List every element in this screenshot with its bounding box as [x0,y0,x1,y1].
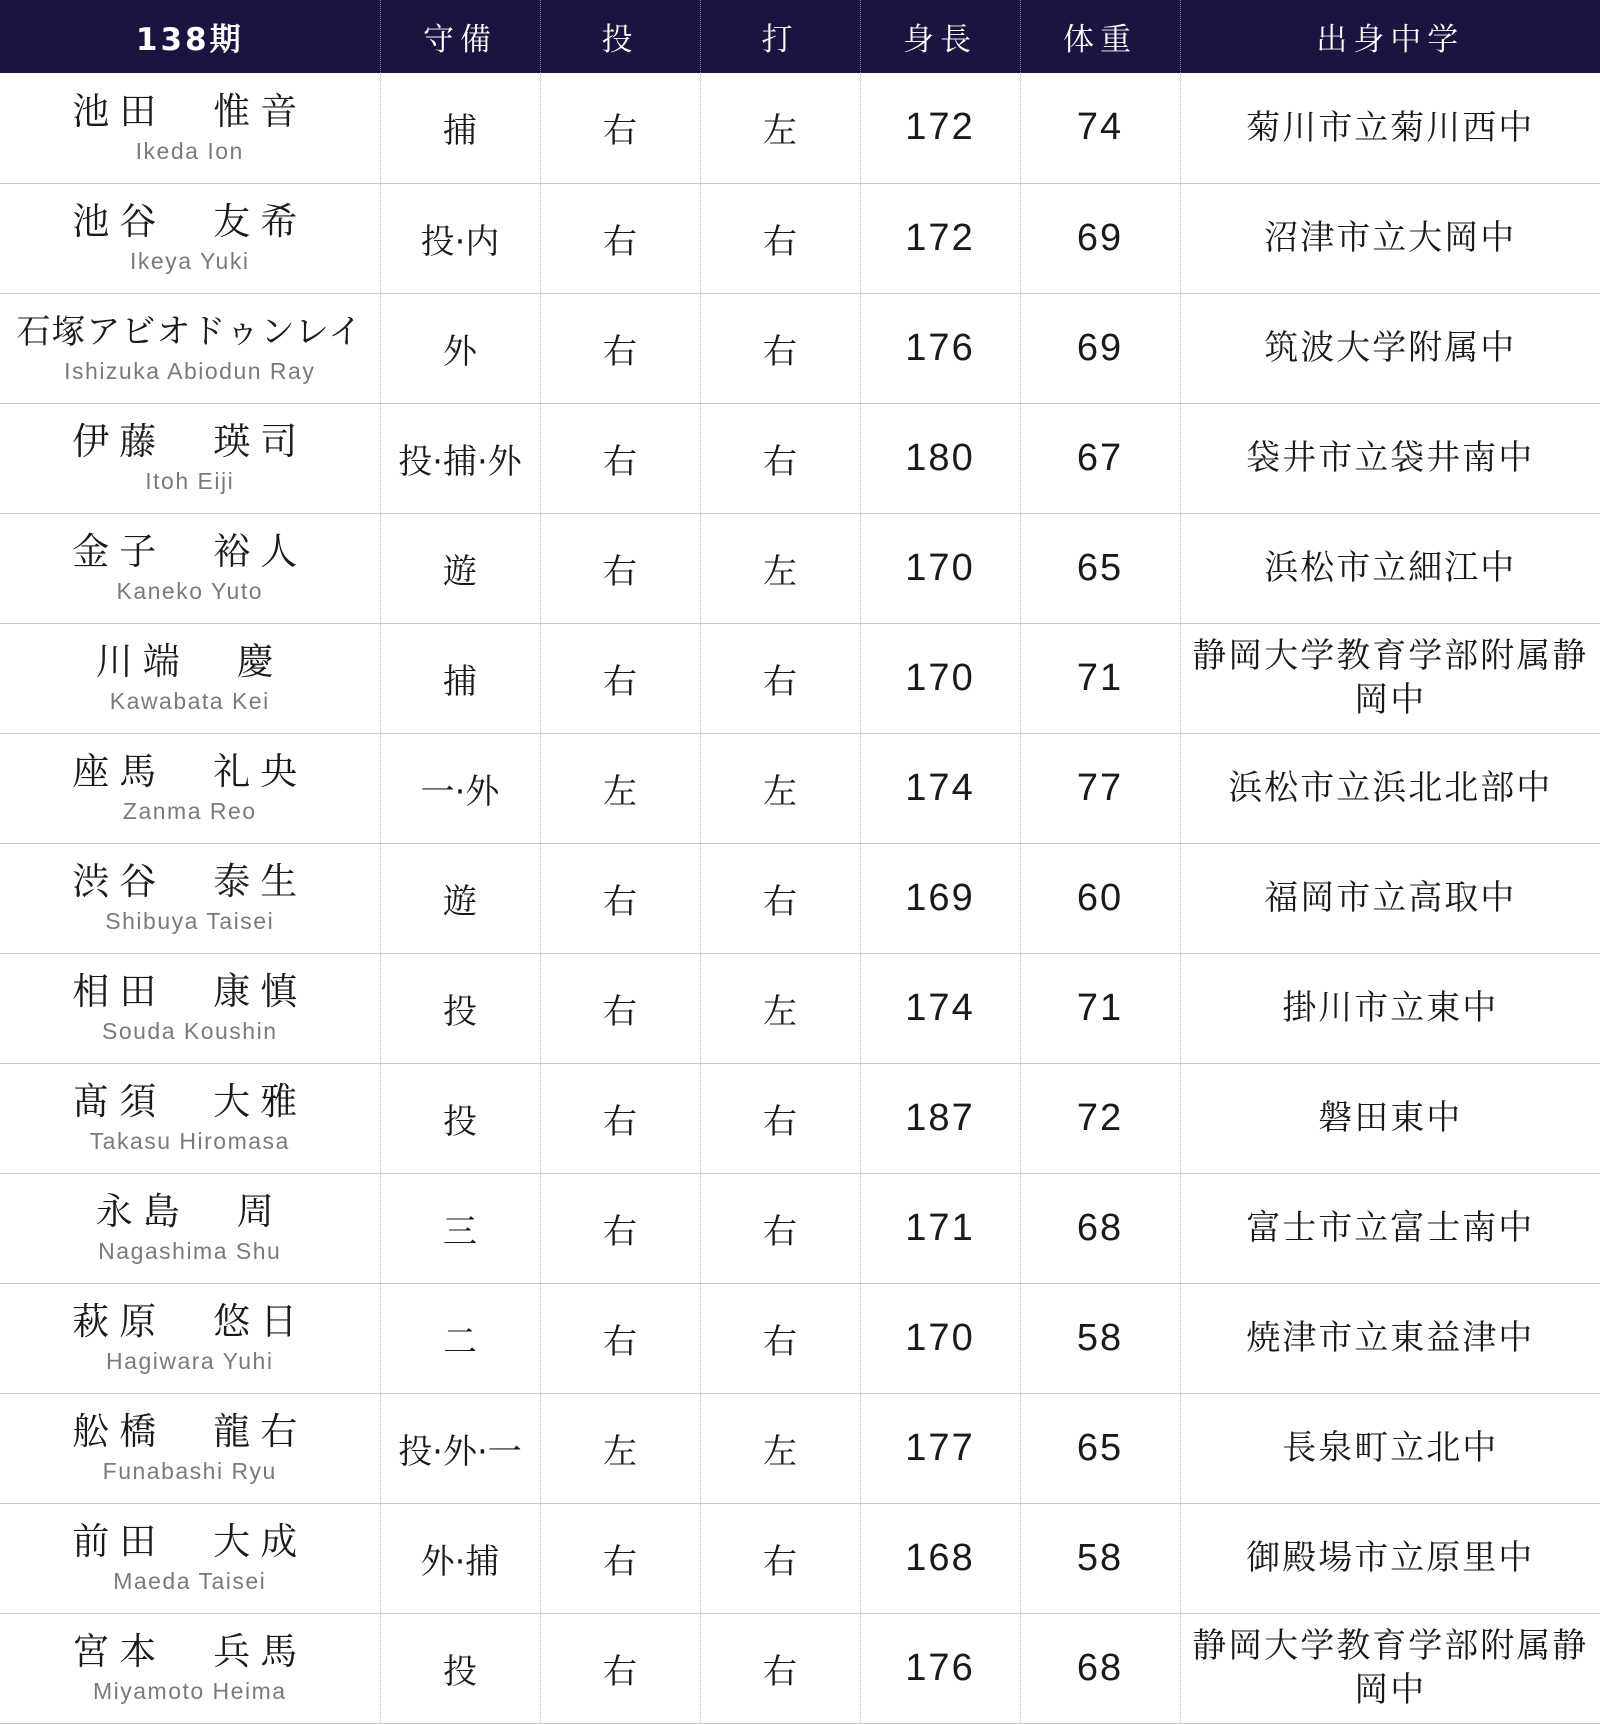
player-weight: 69 [1020,183,1180,293]
player-name-cell [0,953,380,1063]
player-school: 静岡大学教育学部附属静岡中 [1180,1613,1600,1723]
player-name-ja: 石塚アビオドゥンレイ [16,312,364,352]
table-header [0,0,1600,73]
player-throws: 右 [540,1283,700,1393]
player-bats: 左 [700,953,860,1063]
table-row [0,733,1600,843]
player-height: 170 [860,1283,1020,1393]
player-name-en: Maeda Taisei [113,1568,267,1594]
player-throws: 右 [540,953,700,1063]
player-name-cell [0,1173,380,1283]
table-row [0,73,1600,183]
table-row [0,1503,1600,1613]
player-name-cell [0,1283,380,1393]
player-name-en: Takasu Hiromasa [89,1128,290,1154]
player-bats: 右 [700,403,860,513]
header-term: 138期 [135,22,244,58]
table-row [0,623,1600,733]
header-position: 守備 [380,0,540,73]
player-school: 筑波大学附属中 [1180,293,1600,403]
player-name-ja: 舩橋 龍右 [72,1410,308,1453]
player-name-cell [0,623,380,733]
table-body [0,73,1600,1723]
player-bats: 右 [700,1173,860,1283]
player-throws: 右 [540,403,700,513]
player-throws: 右 [540,73,700,183]
player-bats: 左 [700,1393,860,1503]
player-name-ja: 永島 周 [95,1190,284,1233]
player-throws: 右 [540,1613,700,1723]
player-bats: 左 [700,733,860,843]
player-height: 172 [860,183,1020,293]
player-throws: 左 [540,733,700,843]
player-position: 投·外·一 [380,1393,540,1503]
player-position: 投·内 [380,183,540,293]
player-name-en: Hagiwara Yuhi [106,1348,274,1374]
table-row [0,843,1600,953]
player-bats: 右 [700,843,860,953]
player-name-cell [0,403,380,513]
table-row [0,1173,1600,1283]
player-school: 浜松市立浜北北部中 [1180,733,1600,843]
player-throws: 右 [540,1503,700,1613]
player-position: 捕 [380,623,540,733]
player-weight: 71 [1020,623,1180,733]
player-name-en: Shibuya Taisei [105,908,275,934]
player-name-cell [0,1063,380,1173]
player-weight: 60 [1020,843,1180,953]
player-weight: 65 [1020,1393,1180,1503]
player-weight: 58 [1020,1503,1180,1613]
player-name-ja: 髙須 大雅 [72,1080,308,1123]
player-name-cell [0,73,380,183]
player-school: 浜松市立細江中 [1180,513,1600,623]
table-row [0,1063,1600,1173]
player-school: 静岡大学教育学部附属静岡中 [1180,623,1600,733]
player-name-en: Zanma Reo [122,798,257,824]
table-row [0,403,1600,513]
table-row [0,293,1600,403]
player-height: 172 [860,73,1020,183]
player-weight: 69 [1020,293,1180,403]
player-height: 174 [860,953,1020,1063]
player-throws: 右 [540,843,700,953]
player-position: 一·外 [380,733,540,843]
player-school: 沼津市立大岡中 [1180,183,1600,293]
player-name-en: Ikeda Ion [135,137,244,164]
player-school: 焼津市立東益津中 [1180,1283,1600,1393]
player-weight: 71 [1020,953,1180,1063]
player-height: 177 [860,1393,1020,1503]
table-row [0,953,1600,1063]
player-weight: 65 [1020,513,1180,623]
player-name-ja: 伊藤 瑛司 [72,420,308,463]
player-name-en: Nagashima Shu [98,1238,282,1264]
player-height: 174 [860,733,1020,843]
player-throws: 右 [540,1173,700,1283]
player-position: 投 [380,953,540,1063]
player-throws: 右 [540,513,700,623]
player-name-ja: 座馬 礼央 [72,750,308,793]
player-throws: 右 [540,293,700,403]
player-name-cell [0,733,380,843]
player-name-en: Souda Koushin [101,1018,278,1044]
player-name-cell [0,293,380,403]
player-height: 176 [860,1613,1020,1723]
player-name-en: Kaneko Yuto [116,578,264,604]
player-weight: 68 [1020,1173,1180,1283]
player-name-ja: 宮本 兵馬 [72,1630,308,1673]
player-bats: 右 [700,183,860,293]
player-position: 遊 [380,843,540,953]
player-bats: 右 [700,1613,860,1723]
player-name-en: Itoh Eiji [145,468,235,494]
player-name-ja: 萩原 悠日 [72,1300,308,1343]
player-name-en: Miyamoto Heima [92,1678,287,1704]
player-name-ja: 前田 大成 [72,1520,308,1563]
player-name-ja: 池田 惟音 [72,89,308,133]
player-bats: 右 [700,623,860,733]
player-school: 掛川市立東中 [1180,953,1600,1063]
player-name-ja: 金子 裕人 [72,530,308,573]
player-weight: 72 [1020,1063,1180,1173]
player-throws: 右 [540,1063,700,1173]
player-height: 170 [860,623,1020,733]
player-throws: 右 [540,623,700,733]
player-height: 176 [860,293,1020,403]
player-height: 170 [860,513,1020,623]
header-school: 出身中学 [1180,0,1600,73]
player-name-en: Ishizuka Abiodun Ray [64,358,316,384]
player-throws: 左 [540,1393,700,1503]
player-school: 菊川市立菊川西中 [1180,73,1600,183]
player-bats: 右 [700,1063,860,1173]
player-name-en: Funabashi Ryu [102,1458,277,1484]
player-height: 180 [860,403,1020,513]
player-position: 外 [380,293,540,403]
player-school: 富士市立富士南中 [1180,1173,1600,1283]
player-name-en: Ikeya Yuki [130,248,250,274]
player-school: 磐田東中 [1180,1063,1600,1173]
header-height: 身長 [860,0,1020,73]
player-bats: 右 [700,293,860,403]
player-name-ja: 川端 慶 [95,640,284,683]
player-name-cell [0,513,380,623]
player-position: 投 [380,1063,540,1173]
player-bats: 左 [700,513,860,623]
header-throws: 投 [540,0,700,73]
player-position: 投 [380,1613,540,1723]
player-weight: 77 [1020,733,1180,843]
player-name-cell [0,1393,380,1503]
player-weight: 67 [1020,403,1180,513]
player-school: 長泉町立北中 [1180,1393,1600,1503]
player-weight: 58 [1020,1283,1180,1393]
player-height: 168 [860,1503,1020,1613]
table-row [0,1613,1600,1723]
table-row [0,1283,1600,1393]
player-name-en: Kawabata Kei [109,688,270,714]
header-row [0,0,1600,73]
header-weight: 体重 [1020,0,1180,73]
player-bats: 右 [700,1503,860,1613]
player-position: 三 [380,1173,540,1283]
player-weight: 68 [1020,1613,1180,1723]
player-school: 福岡市立高取中 [1180,843,1600,953]
player-name-cell [0,1613,380,1723]
player-school: 御殿場市立原里中 [1180,1503,1600,1613]
player-position: 遊 [380,513,540,623]
player-position: 二 [380,1283,540,1393]
player-name-ja: 池谷 友希 [72,200,308,243]
player-position: 捕 [380,73,540,183]
player-height: 171 [860,1173,1020,1283]
player-height: 169 [860,843,1020,953]
table-row [0,183,1600,293]
player-bats: 右 [700,1283,860,1393]
player-name-ja: 渋谷 泰生 [72,860,308,903]
table-row [0,513,1600,623]
player-height: 187 [860,1063,1020,1173]
player-school: 袋井市立袋井南中 [1180,403,1600,513]
player-weight: 74 [1020,73,1180,183]
player-name-cell [0,843,380,953]
player-name-cell [0,183,380,293]
header-bats: 打 [700,0,860,73]
player-position: 外·捕 [380,1503,540,1613]
player-position: 投·捕·外 [380,403,540,513]
player-bats: 左 [700,73,860,183]
player-name-cell [0,1503,380,1613]
player-name-ja: 相田 康慎 [72,970,308,1013]
player-throws: 右 [540,183,700,293]
table-row [0,1393,1600,1503]
